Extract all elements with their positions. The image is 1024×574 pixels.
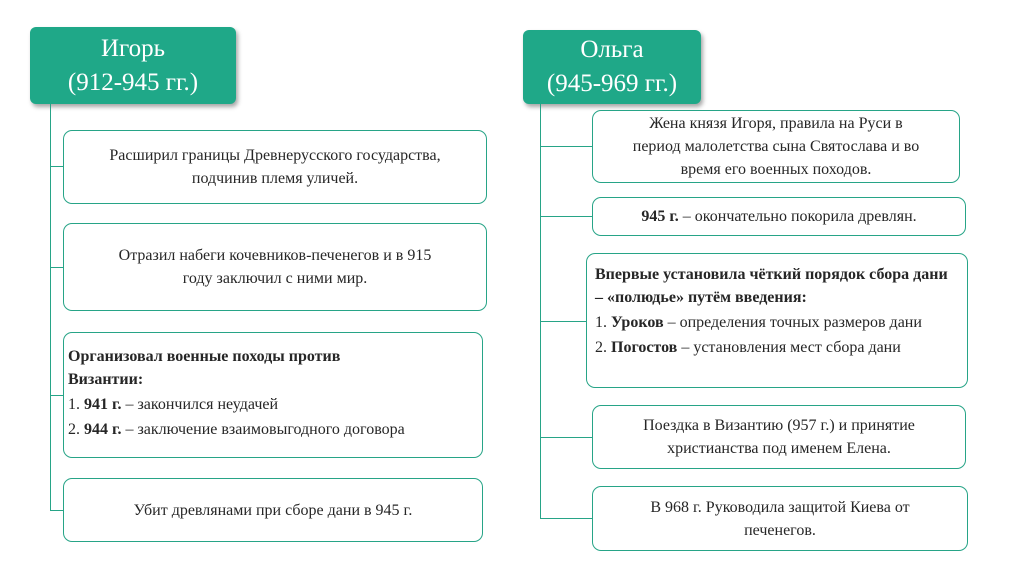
olga-years: (945-969 гг.) bbox=[546, 70, 678, 97]
fact-line bbox=[641, 205, 916, 228]
list-number: 2. bbox=[595, 339, 611, 356]
igor-fact-byzantium bbox=[63, 332, 483, 458]
fact-line: печенегов. bbox=[744, 521, 816, 539]
list-item bbox=[68, 418, 476, 441]
igor-name: Игорь bbox=[100, 34, 166, 62]
igor-connector-tick bbox=[50, 166, 63, 167]
fact-line: подчинив племя уличей. bbox=[191, 170, 359, 187]
fact-line: Убит древлянами при сборе дани в 945 г. bbox=[133, 501, 413, 519]
igor-connector-tick bbox=[50, 267, 63, 268]
list-bold: 941 г. bbox=[84, 396, 122, 413]
igor-years: (912-945 гг.) bbox=[67, 68, 199, 96]
igor-fact-death bbox=[63, 478, 483, 542]
list-bold: 944 г. bbox=[84, 421, 122, 438]
olga-connector-tick bbox=[540, 321, 586, 322]
olga-connector-tick bbox=[540, 146, 592, 147]
fact-heading: Впервые установила чёткий порядок сбора дани – «полюдье» путём введения: bbox=[595, 266, 948, 306]
fact-line: В 968 г. Руководила защитой Киева от bbox=[650, 498, 910, 516]
list-text: – установления мест сбора дани bbox=[677, 339, 901, 356]
list-number: 1. bbox=[595, 314, 611, 331]
igor-fact-pechenegs bbox=[63, 223, 487, 311]
igor-header bbox=[30, 27, 236, 104]
olga-name: Ольга bbox=[580, 36, 644, 63]
olga-connector-tick bbox=[540, 518, 592, 519]
fact-line: христианства под именем Елена. bbox=[667, 440, 891, 457]
olga-fact-drevlyans bbox=[592, 197, 966, 236]
list-item bbox=[68, 393, 476, 416]
olga-connector-tick bbox=[540, 216, 592, 217]
fact-heading: Организовал военные походы против Византии: bbox=[68, 348, 341, 388]
olga-fact-kiev-defense bbox=[592, 486, 968, 551]
list-text: – заключение взаимовыгодного договора bbox=[121, 421, 405, 438]
olga-fact-regency bbox=[592, 110, 960, 183]
olga-fact-baptism bbox=[592, 405, 966, 469]
fact-line: Жена князя Игоря, правила на Руси в bbox=[649, 115, 903, 132]
list-bold: Погостов bbox=[611, 339, 678, 356]
fact-line: Расширил границы Древнерусского государства, bbox=[109, 147, 441, 164]
olga-connector-tick bbox=[540, 437, 592, 438]
list-item bbox=[595, 311, 961, 334]
olga-fact-tribute bbox=[586, 253, 968, 388]
list-item bbox=[595, 336, 961, 359]
igor-connector-tick bbox=[50, 395, 63, 396]
olga-connector-line bbox=[540, 104, 541, 518]
fact-line: Поездка в Византию (957 г.) и принятие bbox=[643, 417, 915, 434]
list-bold: Уроков bbox=[611, 314, 664, 331]
fact-line: году заключил с ними мир. bbox=[182, 270, 368, 287]
fact-line: период малолетства сына Святослава и во bbox=[632, 138, 920, 155]
igor-fact-borders bbox=[63, 130, 487, 204]
list-number: 2. bbox=[68, 421, 84, 438]
olga-header bbox=[523, 30, 701, 104]
list-text: – закончился неудачей bbox=[121, 396, 279, 413]
igor-connector-line bbox=[50, 104, 51, 510]
fact-text: – окончательно покорила древлян. bbox=[678, 208, 917, 225]
list-number: 1. bbox=[68, 396, 84, 413]
fact-line: Отразил набеги кочевников-печенегов и в 915 bbox=[118, 247, 432, 264]
fact-bold: 945 г. bbox=[641, 208, 679, 225]
list-text: – определения точных размеров дани bbox=[663, 314, 922, 331]
fact-line: время его военных походов. bbox=[680, 161, 872, 178]
igor-connector-tick bbox=[50, 510, 63, 511]
